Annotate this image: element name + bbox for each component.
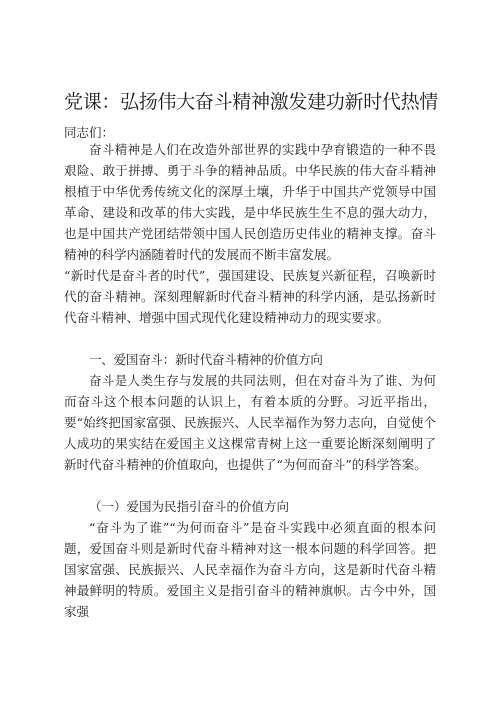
paragraph-4: “奋斗为了谁”“为何而奋斗”是奋斗实践中必须直面的根本问题，爱国奋斗则是新时代奋斗精神对这一根本问题的科学回答。把国家富强、民族振兴、人民幸福作为奋斗方向，这是新时代奋斗精神最鲜明的特质。爱国主义是指引奋斗的精神旗帜。古今中外，国家强 bbox=[64, 520, 436, 619]
section-heading-1: 一、爱国奋斗：新时代奋斗精神的价值方向 bbox=[89, 352, 323, 367]
paragraph-2: “新时代是奋斗者的时代”，强国建设、民族复兴新征程，召唤新时代的奋斗精神。深刻理解新时代奋斗精神的科学内涵，是弘扬新时代奋斗精神、增强中国式现代化建设精神动力的现实要求。 bbox=[64, 268, 436, 325]
paragraph-3: 奋斗是人类生存与发展的共同法则，但在对奋斗为了谁、为何而奋斗这个根本问题的认识上，有着本质的分野。习近平指出，要“始终把国家富强、民族振兴、人民幸福作为努力志向，自觉使个人成功的果实结在爱国主义这棵常青树上这一重要论断深刻阐明了新时代奋斗精神的价值取向，也提供了“为何而奋斗”的科学答案。 bbox=[64, 373, 436, 472]
paragraph-1: 奋斗精神是人们在改造外部世界的实践中孕育锻造的一种不畏艰险、敢于拼搏、勇于斗争的精神品质。中华民族的伟大奋斗精神根植于中华优秀传统文化的深厚土壤，升华于中国共产党领导中国革命、建设和改革的伟大实践，是中华民族生生不息的强大动力，也是中国共产党团结带领中国人民创造历史伟业的精神支撑。奋斗精神的科学内涵随着时代的发展而不断丰富发展。 bbox=[64, 142, 436, 262]
subsection-heading-1: （一）爱国为民指引奋斗的价值方向 bbox=[89, 499, 290, 514]
document-title: 党课：弘扬伟大奋斗精神激发建功新时代热情 bbox=[64, 91, 439, 113]
greeting: 同志们： bbox=[64, 125, 115, 140]
